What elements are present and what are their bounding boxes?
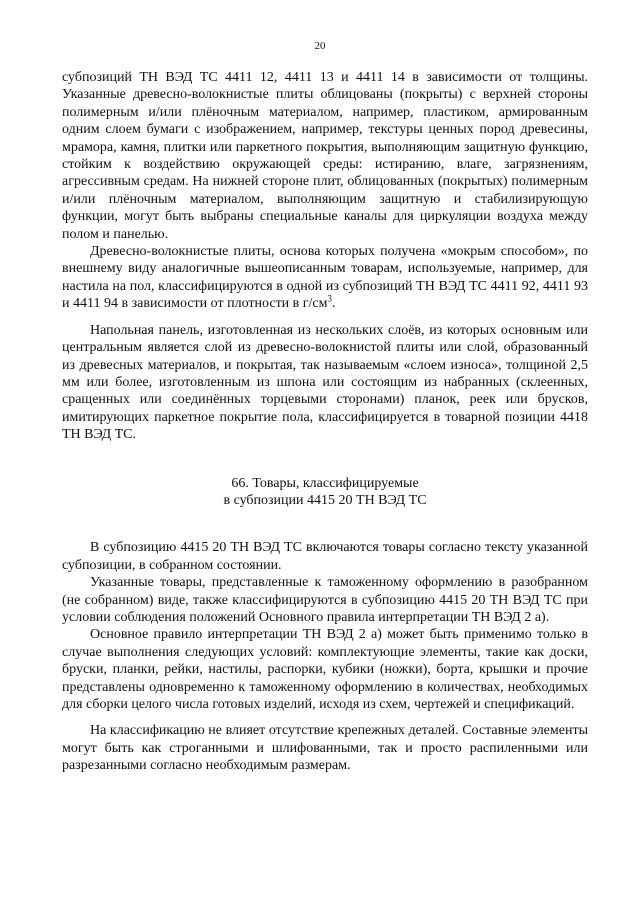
- paragraph-wet-process-boards: [62, 243, 588, 313]
- document-body: [62, 69, 588, 775]
- page-number: 20: [314, 40, 326, 52]
- paragraph-section-3: Основное правило интерпретации ТН ВЭД 2 а) может быть применимо только в случае выполнения следующих условий: комплектующие элементы, такие как доски, бруски, планки, рейки, настилы, распорки, кубики (ножки), борта, крышки и прочие представлены одновременно к таможенному оформлению в количествах, необходимых для сборки целого числа готовых изделий, исходя из схем, чертежей и спецификаций.: [62, 627, 588, 712]
- paragraph-continuation: субпозиций ТН ВЭД ТС 4411 12, 4411 13 и 4411 14 в зависимости от толщины. Указанные древесно-волокнистые плиты облицованы (покрыты) с верхней стороны полимерным и/или плёночным материалом, например, пластиком, армированным одним слоем бумаги с изображением, например, текстуры ценных пород древесины, мрамора, камня, плитки или паркетного покрытия, выполняющим защитную функцию, стойким к воздействию окружающей среды: истиранию, влаге, загрязнениям, агрессивным средам. На нижней стороне плит, облицованных (покрытых) полимерным и/или плёночным материалом, выполняющим защитную и стабилизирующую функции, могут быть выбраны специальные каналы для циркуляции воздуха между полом и панелью.: [62, 70, 588, 242]
- paragraph-wet-process-text: Древесно-волокнистые плиты, основа которых получена «мокрым способом», по внешнему виду аналогичные вышеописанным товарам, используемые, например, для настила на пол, классифицируются в одной из субпозиций ТН ВЭД ТС 4411 92, 4411 93 и 4411 94 в зависимости от плотности в г/см: [62, 244, 588, 312]
- density-unit-tail: .: [332, 296, 336, 312]
- paragraph-section-2: Указанные товары, представленные к таможенному оформлению в разобранном (не собранном) виде, также классифицируются в субпозицию 4415 20 ТН ВЭД ТС при условии соблюдения положений Основного правила интерпретации ТН ВЭД 2 а).: [62, 575, 588, 625]
- section-heading: [62, 475, 588, 510]
- section-heading-line-2: в субпозиции 4415 20 ТН ВЭД ТС: [223, 492, 427, 508]
- paragraph-section-4: На классификацию не влияет отсутствие крепежных деталей. Составные элементы могут быть как строганными и шлифованными, так и просто распиленными или разрезанными согласно необходимым размерам.: [62, 723, 588, 774]
- paragraph-section-1: В субпозицию 4415 20 ТН ВЭД ТС включаются товары согласно тексту указанной субпозиции, в собранном состоянии.: [62, 540, 588, 573]
- section-heading-line-1: 66. Товары, классифицируемые: [231, 475, 419, 491]
- paragraph-floor-panel: Напольная панель, изготовленная из нескольких слоёв, из которых основным или центральным является слой из древесно-волокнистой плиты или слой, образованный из древесных материалов, и покрытая, так называемым «слоем износа», толщиной 2,5 мм или более, изготовленным из шпона или состоящим из набранных (склеенных, сращенных или соединённых торцевыми сторонами) планок, реек или брусков, имитирующих паркетное покрытие пола, классифицируется в товарной позиции 4418 ТН ВЭД ТС.: [62, 322, 588, 443]
- density-unit-superscript: 3: [327, 293, 332, 304]
